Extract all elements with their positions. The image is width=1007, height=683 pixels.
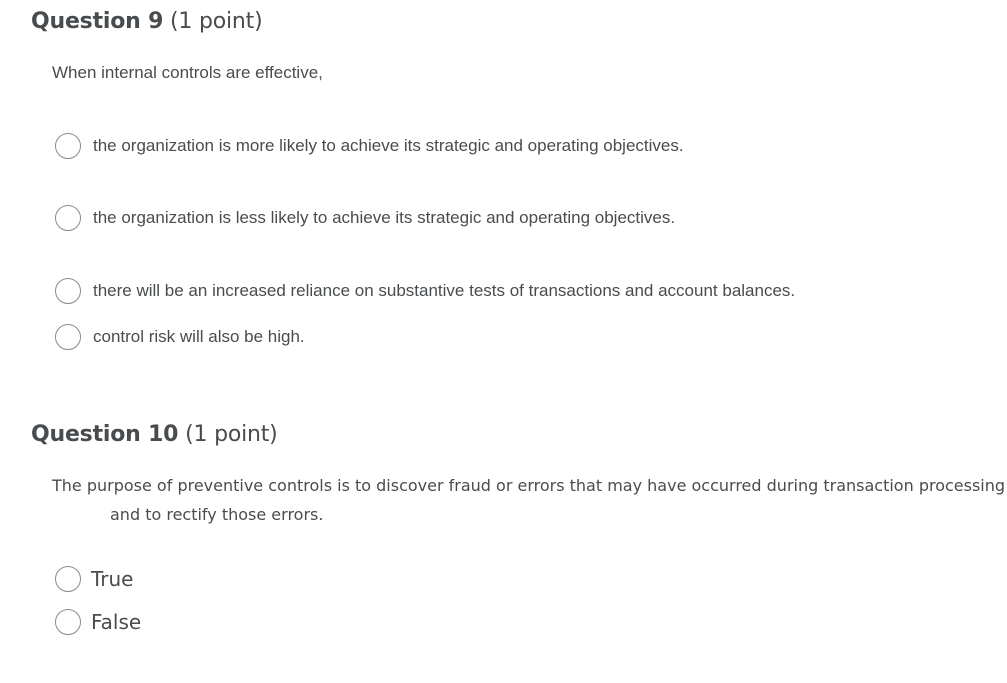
option-label[interactable]: the organization is more likely to achieve its strategic and operating objectives.: [93, 136, 684, 155]
question-10-option-false[interactable]: [55, 609, 141, 635]
question-number: Question 9: [31, 9, 164, 34]
question-9-option-4[interactable]: [55, 324, 305, 350]
radio-button[interactable]: [55, 324, 81, 350]
option-label[interactable]: False: [91, 610, 142, 634]
question-points: (1 point): [185, 422, 278, 447]
option-label[interactable]: the organization is less likely to achieve its strategic and operating objectives.: [93, 208, 676, 227]
radio-button[interactable]: [55, 133, 81, 159]
question-9-option-2[interactable]: [55, 205, 675, 231]
radio-button[interactable]: [55, 609, 81, 635]
option-label[interactable]: True: [91, 567, 134, 591]
question-9-prompt: When internal controls are effective,: [52, 63, 323, 82]
question-9-title: [31, 9, 262, 34]
radio-button[interactable]: [55, 566, 81, 592]
question-number: Question 10: [31, 422, 179, 447]
question-10-option-true[interactable]: [55, 566, 133, 592]
question-points: (1 point): [169, 9, 263, 34]
question-10-prompt: The purpose of preventive controls is to discover fraud or errors that may have occurred during transaction processing and to rectify those errors.: [52, 476, 1006, 524]
radio-button[interactable]: [55, 278, 81, 304]
question-9-option-1[interactable]: [55, 133, 684, 159]
option-label[interactable]: control risk will also be high.: [93, 327, 305, 346]
question-10-title: [31, 422, 278, 447]
option-label[interactable]: there will be an increased reliance on substantive tests of transactions and account balances.: [93, 281, 796, 300]
question-9-option-3[interactable]: [55, 278, 795, 304]
radio-button[interactable]: [55, 205, 81, 231]
